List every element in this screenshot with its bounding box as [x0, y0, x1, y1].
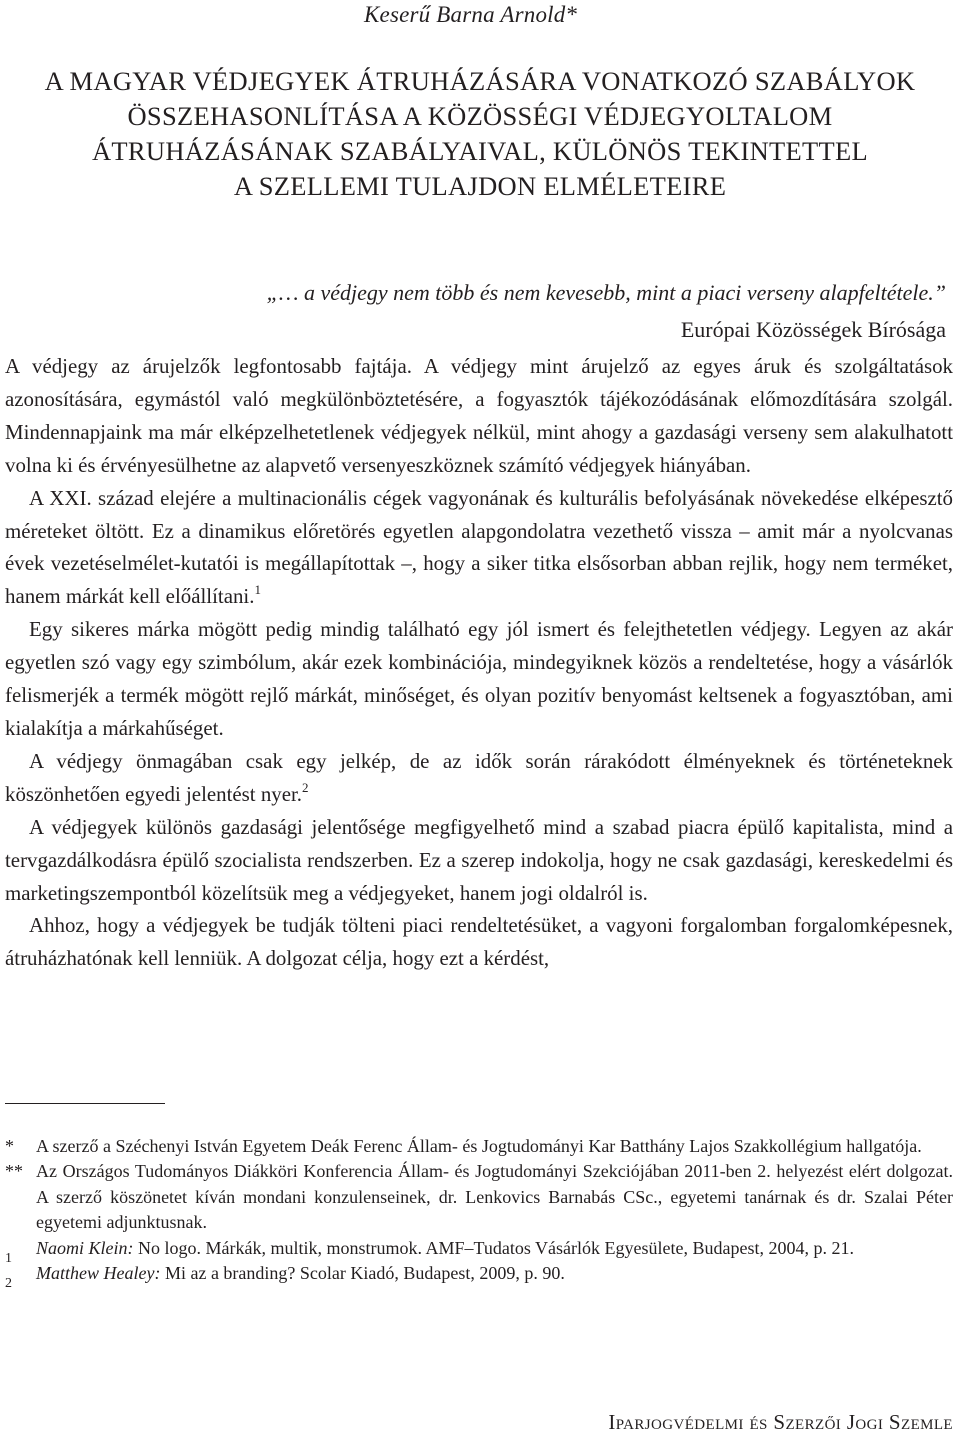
article-title — [0, 64, 960, 204]
footnote-mark: 2 — [5, 1276, 12, 1292]
footnote-ref: 1 — [254, 582, 261, 598]
title-line: A MAGYAR VÉDJEGYEK ÁTRUHÁZÁSÁRA VONATKOZÓ SZABÁLYOK — [44, 66, 916, 96]
footnote-mark: ** — [5, 1161, 23, 1182]
footnote — [5, 1261, 953, 1292]
footnote — [5, 1134, 953, 1159]
paragraph: A védjegyek különös gazdasági jelentősége megfigyelhető mind a szabad piacra épülő kapitalista, mind a tervgazdálkodásra épülő szocialista rendszerben. Ez a szerep indokolja, hogy ne csak gazdasági, kereskedelmi és marketingszempontból közelítsük meg a védjegyeket, hanem jogi oldalról is. — [5, 814, 953, 905]
footnote-text: Az Országos Tudományos Diákköri Konferencia Állam- és Jogtudományi Szekciójában 2011-ben 2. helyezést elért dolgozat. A szerző köszönetet kíván mondani konzulenseinek, dr. Lenkovics Barnabás CSc., egyetemi tanárnak és dr. Szalai Péter egyetemi adjunktusnak. — [36, 1161, 953, 1233]
paragraph: Egy sikeres márka mögött pedig mindig található egy jól ismert és felejthetetlen védjegy. Legyen az akár egyetlen szó vagy egy szimbólum, akár ezek kombinációja, mindegyiknek közös a rendeltetése, hogy a vásárlók felismerjék a termék mögött rejlő márkát, minőséget, és olyan pozitív benyomást keltsenek a fogyasztóban, ami kialakítja a márkahűséget. — [5, 617, 953, 740]
paragraph: A védjegy az árujelzők legfontosabb fajtája. A védjegy mint árujelző az egyes áruk és szolgáltatások azonosítására, egymástól való megkülönböztetésére, a fogyasztók tájékozódásának előmozdítására szolgál. Mindennapjaink ma már elképzelhetetlenek védjegyek nélkül, mint ahogy a gazdasági verseny sem alakulhatott volna ki és érvényesülhetne az alapvető versenyeszköznek számító védjegyek hiányában. — [5, 354, 953, 477]
footnote-author: Matthew Healey: — [36, 1263, 161, 1284]
footnote-separator — [5, 1103, 165, 1104]
footnotes — [5, 1134, 953, 1292]
footnote-author: Naomi Klein: — [36, 1237, 134, 1258]
footnote — [5, 1159, 953, 1235]
footnote-text: A szerző a Széchenyi István Egyetem Deák Ferenc Állam- és Jogtudományi Kar Batthány Lajos Szakkollégium hallgatója. — [36, 1136, 922, 1156]
author-name: Keserű Barna Arnold* — [364, 2, 578, 27]
footnote — [5, 1236, 953, 1266]
paragraph: A XXI. század elejére a multinacionális cégek vagyonának és kulturális befolyásának növekedése elképesztő méreteket öltött. Ez a dinamikus előretörés egyetlen alapgondolatra vezethető vissza – amit már a nyolcvanas évek vezetéselmélet-kutatói is megállapítottak –, hogy a siker titka elsősorban abban rejlik, hogy nem terméket, hanem márkát kell előállítani.$^1$ — [5, 485, 953, 609]
running-footer: Iparjogvédelmi és Szerzői Jogi Szemle — [608, 1410, 953, 1434]
footnote-text: No logo. Márkák, multik, monstrumok. AMF–Tudatos Vásárlók Egyesülete, Budapest, 2004, p. 21. — [133, 1237, 854, 1258]
footnote-ref: 2 — [302, 779, 309, 795]
epigraph — [267, 274, 946, 348]
epigraph-source: Európai Közösségek Bírósága — [680, 317, 946, 342]
footnote-mark: 1 — [5, 1250, 12, 1266]
paragraph: A védjegy önmagában csak egy jelkép, de az idők során rárakódott élményeknek és történeteknek köszönhetően egyedi jelentést nyer.$^2$ — [5, 748, 953, 806]
article-body — [5, 350, 953, 975]
paragraph: Ahhoz, hogy a védjegyek be tudják tölteni piaci rendeltetésüket, a vagyoni forgalomban forgalomképesnek, átruházhatónak kell lenniük. A dolgozat célja, hogy ezt a kérdést, — [5, 913, 953, 971]
title-line: ÁTRUHÁZÁSÁNAK SZABÁLYAIVAL, KÜLÖNÖS TEKINTETTEL — [92, 136, 868, 166]
footnote-mark: * — [5, 1136, 14, 1156]
title-line: ÖSSZEHASONLÍTÁSA A KÖZÖSSÉGI VÉDJEGYOLTALOM — [127, 101, 833, 131]
title-line: A SZELLEMI TULAJDON ELMÉLETEIRE — [233, 171, 727, 201]
footnote-text: Mi az a branding? Scolar Kiadó, Budapest, 2009, p. 90. — [160, 1263, 565, 1284]
epigraph-quote: „… a védjegy nem több és nem kevesebb, mint a piaci verseny alapfeltétele.” — [266, 280, 946, 305]
